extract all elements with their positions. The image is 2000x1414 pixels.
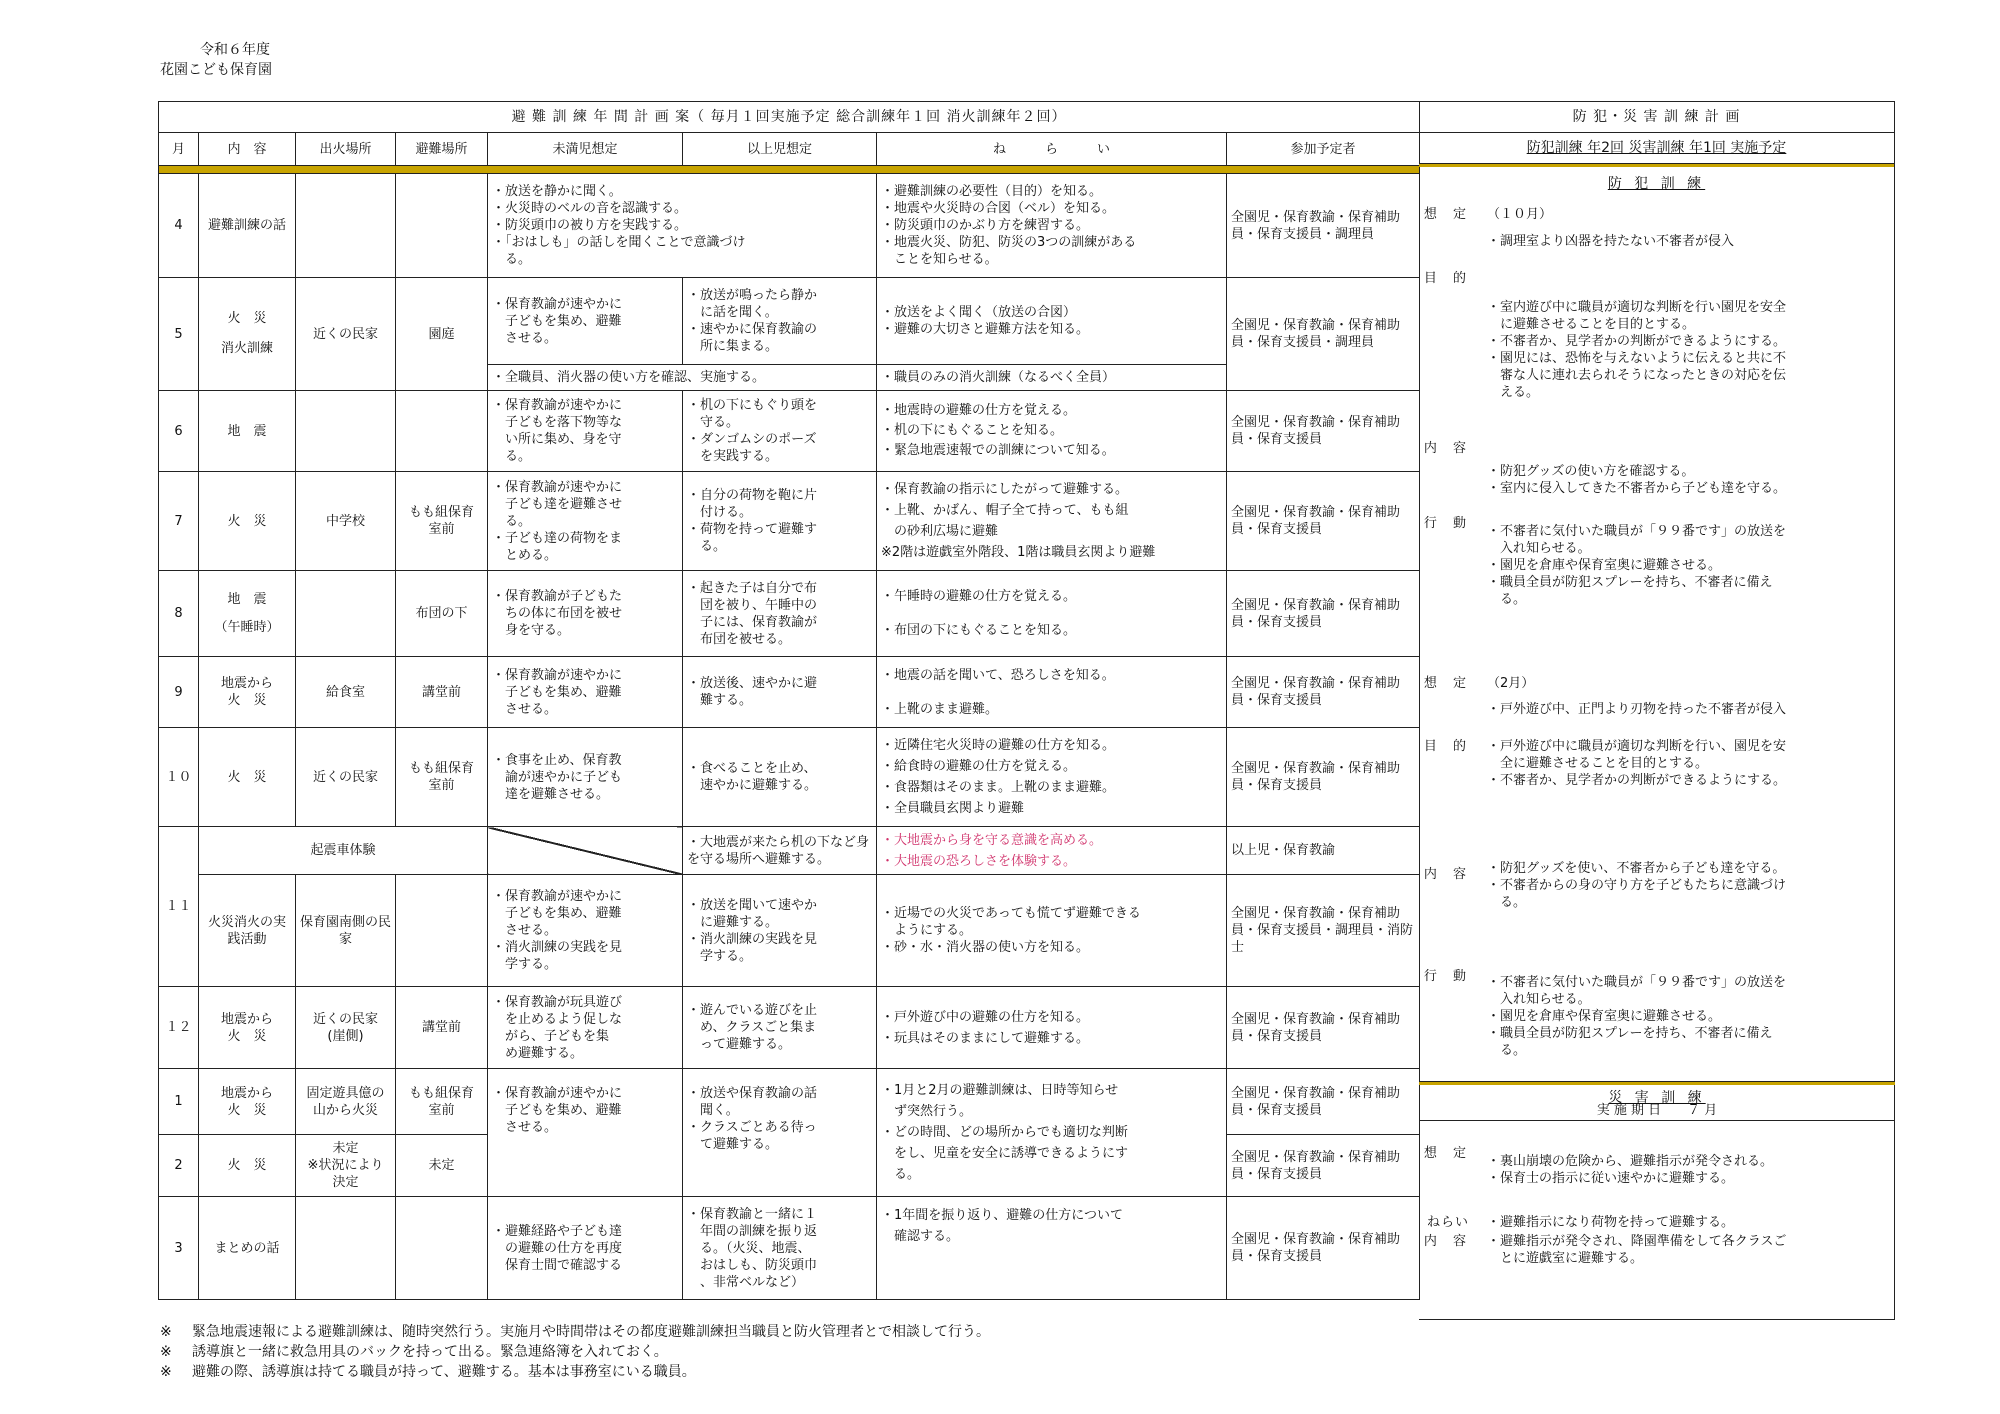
gold-divider (1419, 164, 1894, 167)
content-text: ・防犯グッズの使い方を確認する。 ・室内に侵入してきた不審者から子ども達を守る。 (1487, 464, 1787, 496)
content-cell: 地 震 （午睡時） (199, 571, 296, 657)
assume-text: ・調理室より凶器を持たない不審者が侵入 (1487, 234, 1735, 249)
month-cell: １２ (159, 987, 199, 1069)
content-label: 内 容 (1423, 441, 1473, 456)
month-cell: 2 (159, 1135, 199, 1197)
participants-cell: 全園児・保育教諭・保育補助員・保育支援員 (1227, 1197, 1420, 1300)
evac-cell (396, 1197, 488, 1300)
aim-label: ねらい (1426, 1215, 1469, 1230)
under-cell: ・保育教諭が速やかに 子どもを集め、避難 させる。 (488, 1069, 683, 1197)
header-row (159, 133, 1420, 166)
over-cell: ・放送が鳴ったら静か に話を聞く。 ・速やかに保育教諭の 所に集まる。 (683, 278, 877, 365)
fire-cell (296, 1197, 396, 1300)
action-label: 行 動 (1423, 969, 1473, 984)
table-row (159, 571, 1420, 657)
participants-cell: 全園児・保育教諭・保育補助員・保育支援員 (1227, 472, 1420, 571)
month-cell: 4 (159, 174, 199, 278)
fire-cell: 未定 ※状況により 決定 (296, 1135, 396, 1197)
staff-cell: ・全職員、消火器の使い方を確認、実施する。 (488, 365, 877, 391)
aim-cell: ・保育教諭の指示にしたがって避難する。 ・上靴、かばん、帽子全て持って、もも組 の砂利広場に避難 ※2階は遊戯室外階段、1階は職員玄関より避難 (877, 472, 1227, 571)
month-cell: 9 (159, 657, 199, 728)
participants-cell: 全園児・保育教諭・保育補助員・保育支援員・調理員 (1227, 174, 1420, 278)
fire-cell: 近くの民家 (296, 278, 396, 391)
aim-cell: ・放送をよく聞く（放送の合図） ・避難の大切さと避難方法を知る。 (877, 278, 1227, 365)
evac-cell (396, 391, 488, 472)
fire-cell (296, 571, 396, 657)
participants-cell: 全園児・保育教諭・保育補助員・保育支援員・調理員・消防士 (1227, 875, 1420, 987)
fire-cell: 給食室 (296, 657, 396, 728)
aim-cell: ・午睡時の避難の仕方を覚える。 ・布団の下にもぐることを知る。 (877, 571, 1227, 657)
assume-text: ・裏山崩壊の危険から、避難指示が発令される。 ・保育士の指示に従い速やかに避難する。 (1487, 1154, 1774, 1186)
evac-cell: もも組保育 室前 (396, 728, 488, 827)
disaster-aim (1419, 1214, 1895, 1231)
content-cell: まとめの話 (199, 1197, 296, 1300)
evac-cell: 園庭 (396, 278, 488, 391)
under-cell: ・保育教諭が速やかに 子どもを集め、避難 させる。 (488, 657, 683, 728)
evac-cell (396, 174, 488, 278)
crime2-action (1419, 968, 1895, 1059)
action-text: ・不審者に気付いた職員が「９９番です」の放送を 入れ知らせる。 ・園児を倉庫や保育室奥に避難させる。 ・職員全員が防犯スプレーを持ち、不審者に備え る。 (1487, 524, 1787, 607)
crime1-assume (1419, 206, 1895, 250)
aim-cell: ・近場での火災であっても慌てず避難できる ようにする。 ・砂・水・消火器の使い方を知る。 (877, 875, 1227, 987)
table-row (159, 391, 1420, 472)
aim-cell: ・1年間を振り返り、避難の仕方について 確認する。 (877, 1197, 1227, 1300)
aim-cell: ・避難訓練の必要性（目的）を知る。 ・地震や火災時の合図（ベル）を知る。 ・防災頭巾のかぶり方を練習する。 ・地震火災、防犯、防災の3つの訓練がある ことを知らせる。 (877, 174, 1227, 278)
participants-cell: 全園児・保育教諭・保育補助員・保育支援員 (1227, 571, 1420, 657)
over-cell: ・自分の荷物を鞄に片 付ける。 ・荷物を持って避難す る。 (683, 472, 877, 571)
table-row (159, 657, 1420, 728)
disaster-training-heading: 災 害 訓 練 (1608, 1090, 1706, 1106)
evac-cell: 布団の下 (396, 571, 488, 657)
table-title: 避 難 訓 練 年 間 計 画 案（ 毎月１回実施予定 総合訓練年１回 消火訓練年２回） (159, 102, 1420, 133)
participants-cell: 全園児・保育教諭・保育補助員・保育支援員 (1227, 391, 1420, 472)
assume-when: （2月） (1487, 676, 1535, 691)
purpose-text: ・室内遊び中に職員が適切な判断を行い園児を安全 に避難させることを目的とする。 ・不審者か、見学者かの判断ができるようにする。 ・園児には、恐怖を与えないように伝えると共に不 審な人に連れ去られそうになったときの対応を伝 える。 (1487, 300, 1787, 400)
content-cell: 火 災 (199, 1135, 296, 1197)
assume-when: （１０月） (1487, 207, 1553, 222)
aim-text: ・避難指示になり荷物を持って避難する。 (1487, 1215, 1735, 1230)
fire-cell: 固定遊具億の 山から火災 (296, 1069, 396, 1135)
content-cell: 火 災 (199, 728, 296, 827)
content-cell: 起震車体験 (199, 827, 488, 875)
disaster-content (1419, 1233, 1895, 1267)
content-cell: 避難訓練の話 (199, 174, 296, 278)
evac-cell: もも組保育 室前 (396, 472, 488, 571)
evac-cell: 未定 (396, 1135, 488, 1197)
purpose-label: 目 的 (1423, 739, 1473, 754)
month-cell: １０ (159, 728, 199, 827)
fire-cell (296, 391, 396, 472)
table-row (159, 472, 1420, 571)
aim-cell: ・職員のみの消火訓練（なるべく全員） (877, 365, 1227, 391)
under-cell: ・保育教諭が玩具遊び を止めるよう促しな がら、子どもを集 め避難する。 (488, 987, 683, 1069)
over-cell: ・机の下にもぐり頭を 守る。 ・ダンゴムシのポーズ を実践する。 (683, 391, 877, 472)
under-cell: ・保育教諭が速やかに 子どもを集め、避難 させる。 ・消火訓練の実践を見 学する。 (488, 875, 683, 987)
table-row (159, 728, 1420, 827)
participants-cell: 全園児・保育教諭・保育補助員・保育支援員・調理員 (1227, 278, 1420, 391)
evac-cell: 講堂前 (396, 987, 488, 1069)
col-aim: ね ら い (877, 133, 1227, 166)
month-cell: 7 (159, 472, 199, 571)
participants-cell: 全園児・保育教諭・保育補助員・保育支援員 (1227, 1069, 1420, 1135)
evac-cell: もも組保育 室前 (396, 1069, 488, 1135)
crime1-action (1419, 515, 1895, 608)
evacuation-plan-table (158, 101, 1420, 1300)
panel-title: 防 犯・災 害 訓 練 計 画 (1419, 102, 1894, 133)
crime1-purpose (1419, 270, 1895, 401)
aim-cell: ・大地震から身を守る意識を高める。 ・大地震の恐ろしさを体験する。 (877, 827, 1227, 875)
assume-label: 想 定 (1423, 676, 1473, 691)
content-label: 内 容 (1423, 867, 1473, 882)
purpose-label: 目 的 (1423, 271, 1473, 286)
over-cell: ・保育教諭と一緒に１ 年間の訓練を振り返 る。（火災、地震、 おはしも、防災頭巾 、非常ベルなど） (683, 1197, 877, 1300)
content-text: ・避難指示が発令され、降園準備をして各クラスご とに遊戯室に避難する。 (1487, 1234, 1787, 1266)
month-cell: 1 (159, 1069, 199, 1135)
aim-cell: ・1月と2月の避難訓練は、日時等知らせ ず突然行う。 ・どの時間、どの場所からでも適切な判断 をし、児童を安全に誘導できるようにす る。 (877, 1069, 1227, 1197)
under-cell: ・保育教諭が子どもた ちの体に布団を被せ 身を守る。 (488, 571, 683, 657)
month-cell: 5 (159, 278, 199, 391)
panel-subtitle: 防犯訓練 年2回 災害訓練 年1回 実施予定 (1419, 133, 1894, 164)
col-fire-location: 出火場所 (296, 133, 396, 166)
col-evac-location: 避難場所 (396, 133, 488, 166)
assume-label: 想 定 (1423, 207, 1473, 222)
purpose-text: ・戸外遊び中に職員が適切な判断を行い、園児を安 全に避難させることを目的とする。 ・不審者か、見学者かの判断ができるようにする。 (1487, 739, 1787, 788)
fire-cell (296, 174, 396, 278)
participants-cell: 全園児・保育教諭・保育補助員・保育支援員 (1227, 1135, 1420, 1197)
assume-text: ・戸外遊び中、正門より刃物を持った不審者が侵入 (1487, 702, 1787, 717)
under-cell: ・保育教諭が速やかに 子ども達を避難させ る。 ・子ども達の荷物をま とめる。 (488, 472, 683, 571)
crime-training-heading: 防 犯 訓 練 (1607, 176, 1706, 192)
table-row (159, 987, 1420, 1069)
footnote: ※ 誘導旗と一緒に救急用具のバックを持って出る。緊急連絡簿を入れておく。 (160, 1344, 668, 1360)
crime-disaster-panel (1419, 101, 1895, 1320)
crime2-assume (1419, 675, 1895, 718)
over-cell: ・食べることを止め、 速やかに避難する。 (683, 728, 877, 827)
under-cell: ・避難経路や子ども達 の避難の仕方を再度 保育士間で確認する (488, 1197, 683, 1300)
table-row (159, 174, 1420, 278)
disaster-period: 実 施 期 日 ７ 月 (1596, 1103, 1718, 1118)
aim-cell: ・近隣住宅火災時の避難の仕方を知る。 ・給食時の避難の仕方を覚える。 ・食器類はそのまま。上靴のまま避難。 ・全員職員玄関より避難 (877, 728, 1227, 827)
content-cell: 地 震 (199, 391, 296, 472)
content-cell: 火 災 (199, 472, 296, 571)
over-cell: ・放送後、速やかに避 難する。 (683, 657, 877, 728)
disaster-assume (1419, 1145, 1895, 1187)
aim-cell: ・地震時の避難の仕方を覚える。 ・机の下にもぐることを知る。 ・緊急地震速報での訓練について知る。 (877, 391, 1227, 472)
col-over-3: 以上児想定 (683, 133, 877, 166)
evac-cell (396, 875, 488, 987)
content-cell: 地震から 火 災 (199, 657, 296, 728)
assume-label: 想 定 (1423, 1146, 1473, 1161)
gold-divider (1419, 1082, 1895, 1085)
footnote: ※ 避難の際、誘導旗は持てる職員が持って、避難する。基本は事務室にいる職員。 (160, 1364, 696, 1380)
fire-cell: 保育園南側の民家 (296, 875, 396, 987)
over-cell: ・遊んでいる遊びを止 め、クラスごと集ま って避難する。 (683, 987, 877, 1069)
diagonal-cell (488, 827, 683, 875)
col-content: 内 容 (199, 133, 296, 166)
month-cell: １１ (159, 827, 199, 987)
col-under-3: 未満児想定 (488, 133, 683, 166)
col-participants: 参加予定者 (1227, 133, 1420, 166)
fire-cell: 近くの民家 (崖側) (296, 987, 396, 1069)
under-cell: ・保育教諭が速やかに 子どもを落下物等な い所に集め、身を守 る。 (488, 391, 683, 472)
under-cell: ・保育教諭が速やかに 子どもを集め、避難 させる。 (488, 278, 683, 365)
content-cell: 火 災 消火訓練 (199, 278, 296, 391)
over-cell: ・大地震が来たら机の下など身を守る場所へ避難する。 (683, 827, 877, 875)
month-cell: 6 (159, 391, 199, 472)
participants-cell: 全園児・保育教諭・保育補助員・保育支援員 (1227, 728, 1420, 827)
footnote: ※ 緊急地震速報による避難訓練は、随時突然行う。実施月や時間帯はその都度避難訓練担当職員と防火管理者とで相談して行う。 (160, 1324, 990, 1340)
content-cell: 地震から 火 災 (199, 987, 296, 1069)
aim-cell: ・地震の話を聞いて、恐ろしさを知る。 ・上靴のまま避難。 (877, 657, 1227, 728)
under-cell: ・食事を止め、保育教 諭が速やかに子ども 達を避難させる。 (488, 728, 683, 827)
over-cell: ・放送を聞いて速やか に避難する。 ・消火訓練の実践を見 学する。 (683, 875, 877, 987)
fire-cell: 近くの民家 (296, 728, 396, 827)
evac-cell: 講堂前 (396, 657, 488, 728)
table-row (159, 827, 1420, 875)
table-row (159, 1069, 1420, 1135)
content-cell: 地震から 火 災 (199, 1069, 296, 1135)
table-row (159, 1197, 1420, 1300)
content-text: ・防犯グッズを使い、不審者から子ども達を守る。 ・不審者からの身の守り方を子どもたちに意識づけ る。 (1487, 861, 1787, 910)
scenario-cell: ・放送を静かに聞く。 ・火災時のベルの音を認識する。 ・防災頭巾の被り方を実践する。 ・「おはしも」の話しを聞くことで意識づけ る。 (488, 174, 877, 278)
crime2-content (1419, 861, 1895, 911)
crime2-purpose (1419, 738, 1895, 789)
action-label: 行 動 (1423, 516, 1473, 531)
col-month: 月 (159, 133, 199, 166)
participants-cell: 全園児・保育教諭・保育補助員・保育支援員 (1227, 987, 1420, 1069)
content-label: 内 容 (1423, 1234, 1473, 1249)
aim-cell: ・戸外遊び中の避難の仕方を知る。 ・玩具はそのままにして避難する。 (877, 987, 1227, 1069)
table-row (159, 875, 1420, 987)
fiscal-year: 令和６年度 (200, 42, 270, 58)
participants-cell: 全園児・保育教諭・保育補助員・保育支援員 (1227, 657, 1420, 728)
month-cell: 3 (159, 1197, 199, 1300)
over-cell: ・放送や保育教諭の話 聞く。 ・クラスごとある待っ て避難する。 (683, 1069, 877, 1197)
content-cell: 火災消火の実践活動 (199, 875, 296, 987)
over-cell: ・起きた子は自分で布 団を被り、午睡中の 子には、保育教諭が 布団を被せる。 (683, 571, 877, 657)
crime1-content (1419, 440, 1895, 497)
organization-name: 花園こども保育園 (160, 62, 272, 78)
footnotes (160, 1322, 990, 1382)
table-row (159, 278, 1420, 365)
month-cell: 8 (159, 571, 199, 657)
participants-cell: 以上児・保育教諭 (1227, 827, 1420, 875)
fire-cell: 中学校 (296, 472, 396, 571)
action-text: ・不審者に気付いた職員が「９９番です」の放送を 入れ知らせる。 ・園児を倉庫や保育室奥に避難させる。 ・職員全員が防犯スプレーを持ち、不審者に備え る。 (1487, 975, 1787, 1058)
